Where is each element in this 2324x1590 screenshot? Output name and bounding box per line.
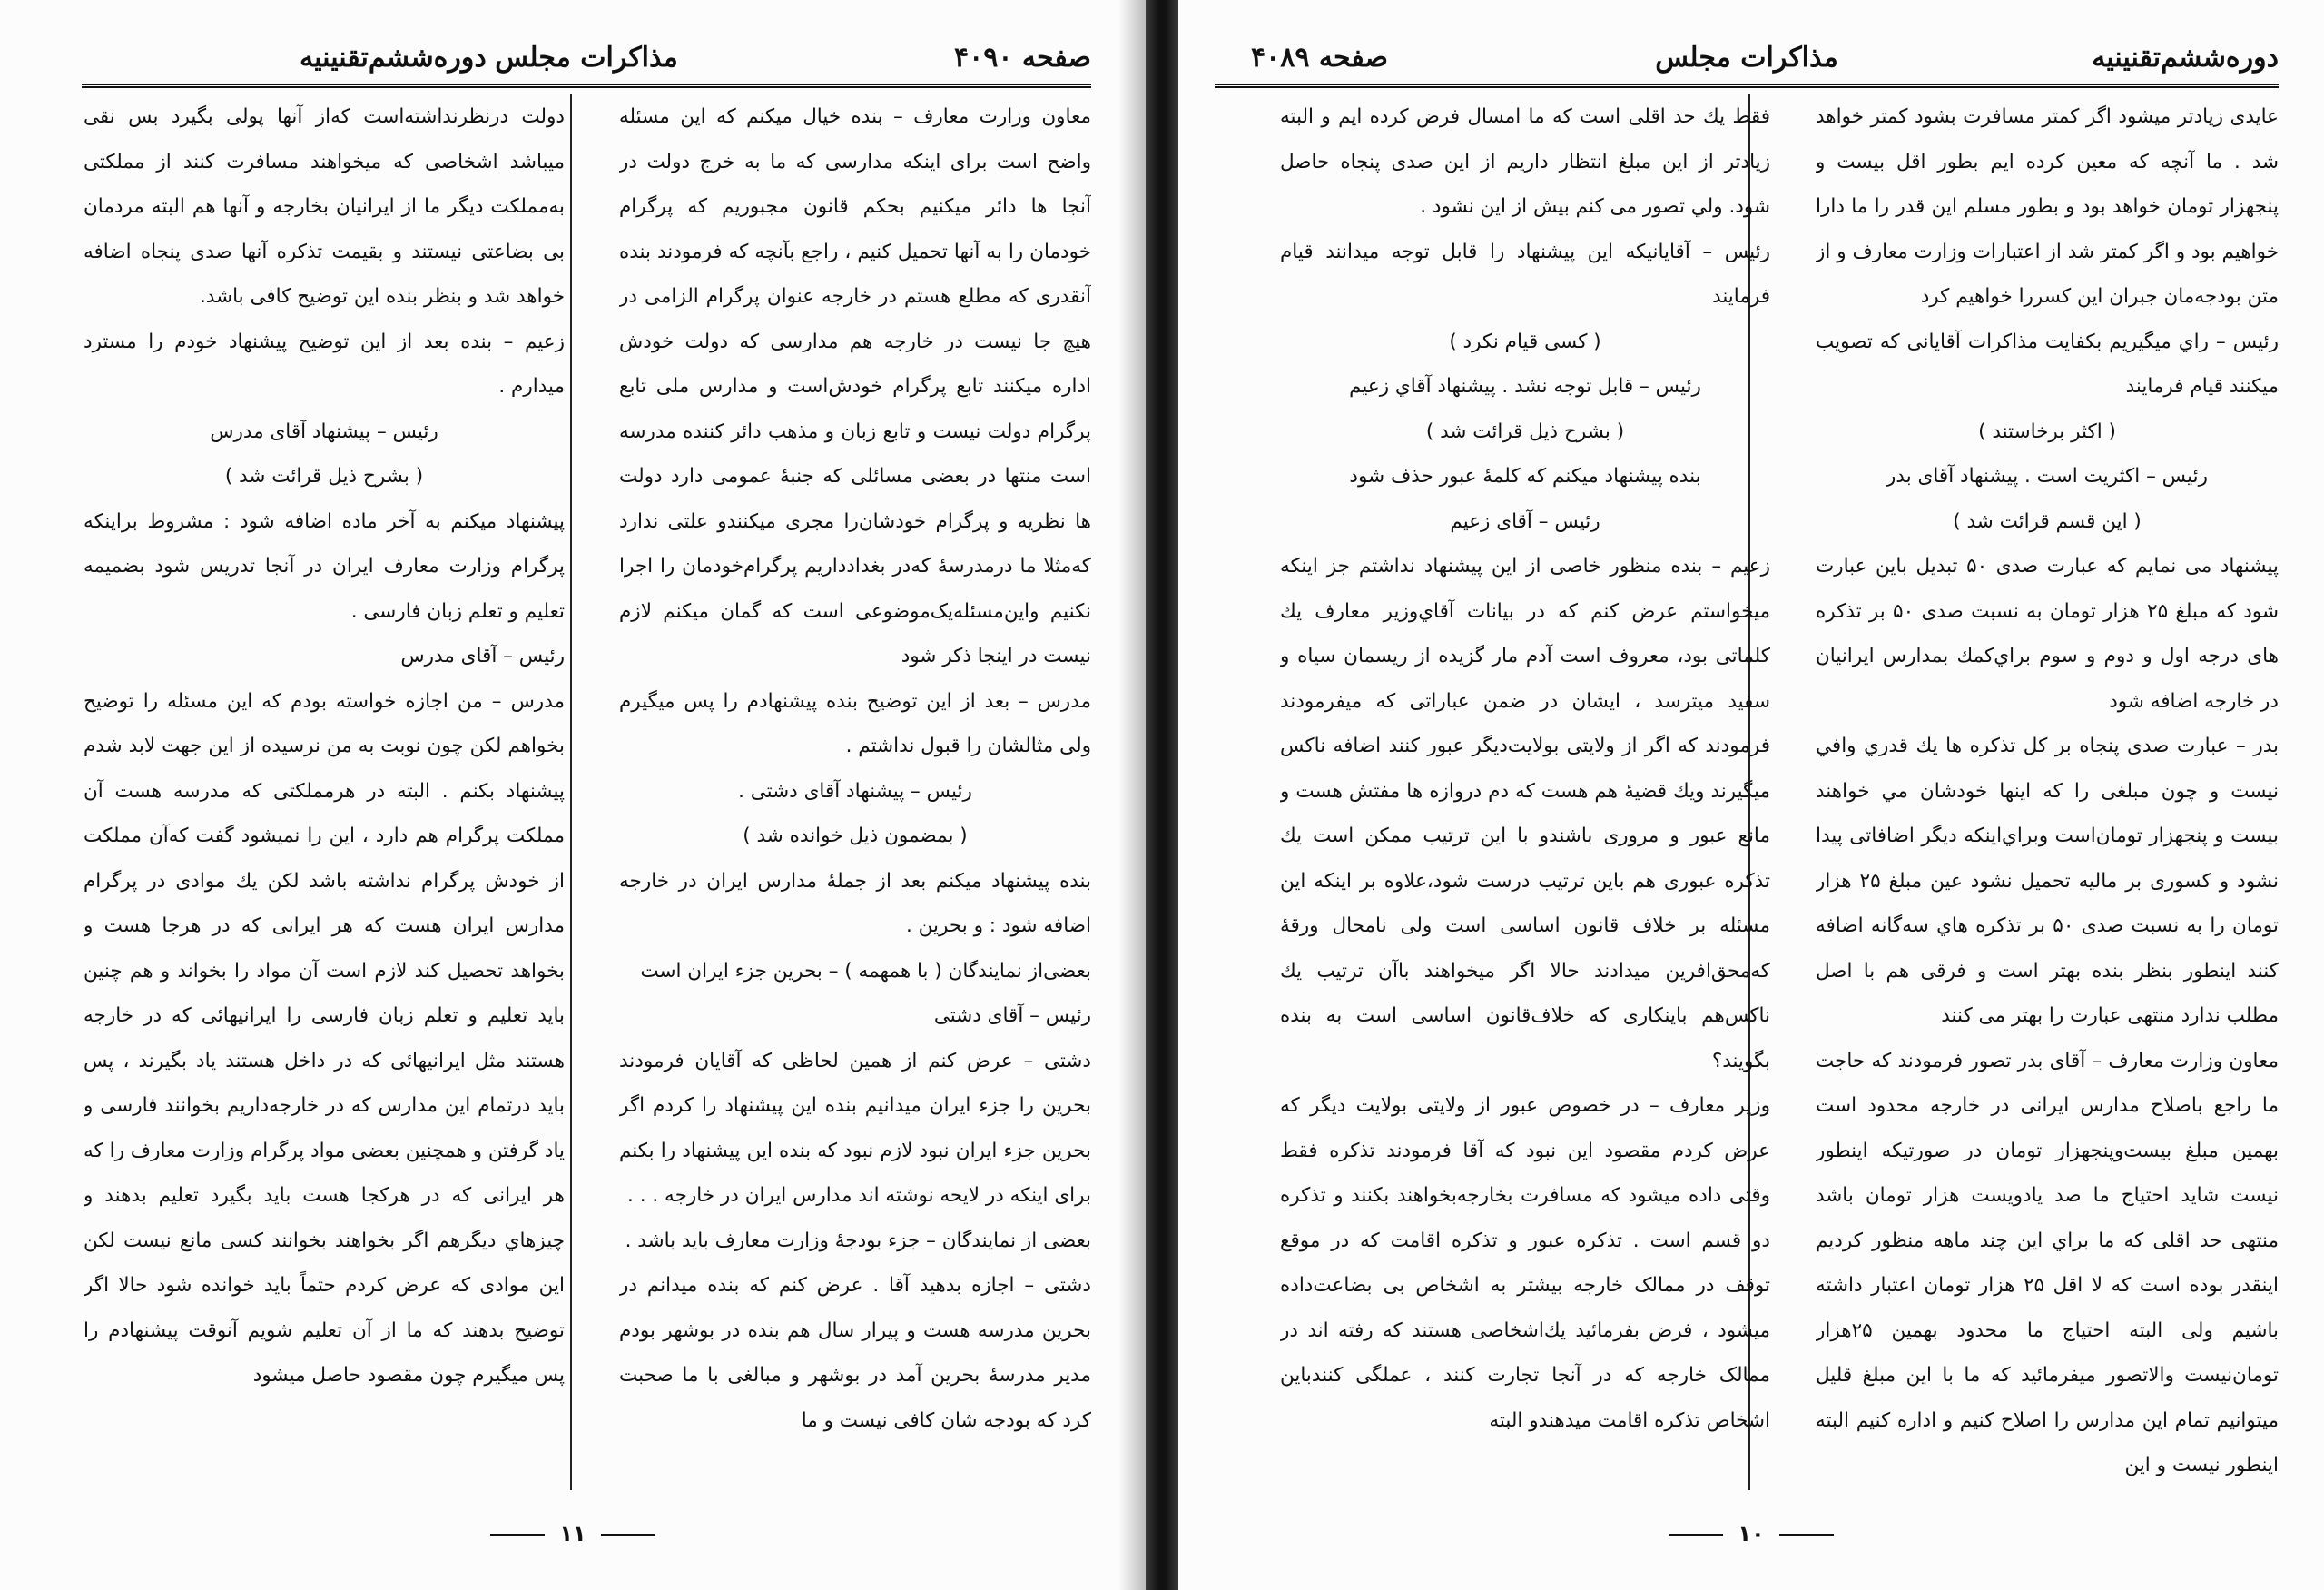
interjection: بعضی‌از نمایندگان ( با همهمه ) – بحرین جزء ایران است bbox=[640, 959, 1091, 983]
paragraph: مدرس – بعد از این توضیح بنده پیشنهادم را پس میگیرم ولی مثالشان را قبول نداشتم . bbox=[619, 689, 1091, 757]
reading-note: ( بشرح ذیل قرائت شد ) bbox=[1425, 420, 1625, 443]
text-column-right bbox=[1816, 94, 2279, 1490]
proposal-text: بنده پیشنهاد میکنم که کلمهٔ عبور حذف شود bbox=[1349, 465, 1701, 488]
proposal-text: پیشنهاد میکنم به آخر ماده اضافه شود : مشروط براینکه پرگرام وزارت معارف ایران در آنجا تدریس شود بضمیمه تعلیم و تعلم زبان فارسی . bbox=[84, 509, 565, 623]
reading-note: ( بشرح ذیل قرائت شد ) bbox=[224, 465, 424, 488]
left-page bbox=[0, 0, 1146, 1590]
paragraph: دشتی – عرض کنم از همین لحاظی که آقایان فرمودند بحرین را جزء ایران میدانیم بنده این پیشنهاد را کردم اگر بحرین جزء ایران نبود لازم نبود که بنده این پیشنهاد را بکنم برای اینکه در لایحه نوشته اند مدارس ایران در خارجه . . . bbox=[619, 1049, 1091, 1207]
page-footer bbox=[0, 1521, 1146, 1546]
speaker-line: رئیس – آقای زعیم bbox=[1450, 509, 1600, 533]
session-label: دوره‌ششم‌تقنینیه bbox=[2092, 41, 2279, 74]
paragraph: وزیر معارف – در خصوص عبور از ولایتی بولایت دیگر که عرض کردم مقصود این نبود که آقا فرمودند تذکره فقط وقتی داده میشود که مسافرت بخارجه‌بخواهند بکنند و تذکره دو قسم است . تذکره عبور و تذکره اقامت که در موقع توقف در ممالک خارجه بیشتر به اشخاص بی بضاعت‌داده میشود ، فرض بفرمائید یك‌اشخاصی هستند که رفته اند در ممالک خارجه که در آنجا تجارت کنند ، عملگی کنند‌باین اشخاص تذکره اقامت میدهند‌و البته bbox=[1280, 1094, 1770, 1432]
page-number: صفحه ۴۰۸۹ bbox=[1251, 41, 1388, 74]
proposal-text: بنده پیشنهاد میکنم بعد از جملهٔ مدارس ایران در خارجه اضافه شود : و بحرین . bbox=[619, 869, 1091, 937]
paragraph: دشتی – اجازه بدهید آقا . عرض کنم که بنده میدانم در بحرین مدرسه هست و پیرار سال هم بنده در بوشهر بودم مدیر مدرسهٔ بحرین آمد در بوشهر و مبالغی با ما صحبت کرد که بودجه شان کافی نیست و ما bbox=[619, 1274, 1091, 1432]
page-number: صفحه ۴۰۹۰ bbox=[954, 41, 1091, 74]
paragraph: بدر – عبارت صدی پنجاه بر کل تذکره ها یك قدري وافي نیست و چون مبلغی را که اینها خودشان مي خواهند بیست و پنجهزار تومان‌است و‌براي‌اینکه دیگر اضافاتی پیدا نشود و کسوری بر مالیه تحمیل نشود‌ عین مبلغ ۲۵ هزار تومان را به نسبت صدی ۵۰ بر تذکره هاي سه‌گانه اضافه کنند اینطور بنظر بنده بهتر است و فرقی هم با اصل مطلب ندارد منتهی عبارت را بهتر می کنند bbox=[1816, 735, 2279, 1027]
speaker-line: رئیس – آقای دشتی bbox=[933, 1004, 1091, 1027]
column-divider bbox=[570, 94, 572, 1490]
reading-note: ( کسی قیام نکرد ) bbox=[1449, 330, 1601, 353]
paragraph: فقط یك حد اقلی است که ما امسال فرض کرده ایم و البته زیادتر از این مبلغ انتظار داریم از این صدی پنجاه حاصل شود. ولي تصور می کنم بیش از این نشود . bbox=[1280, 105, 1770, 218]
proposal-text: پیشنهاد می نمایم که عبارت صدی ۵۰ تبدیل باین عبارت شود که مبلغ ۲۵ هزار تومان به نسبت صدی ۵۰ بر تذکره های درجه اول و دوم و سوم براي‌کمك بمدارس ایرانیان در خارجه اضافه شود bbox=[1816, 555, 2279, 713]
footer-page-number: ۱۱ bbox=[559, 1521, 586, 1546]
speaker-line: رئیس – پیشنهاد آقای دشتی . bbox=[738, 779, 972, 803]
text-column-right bbox=[619, 94, 1091, 1490]
journal-title: مذاکرات مجلس bbox=[495, 41, 678, 74]
paragraph: معاون وزارت معارف – بنده خیال میکنم که این مسئله واضح است برای اینکه مدارسی که ما به خرج دولت در آنجا ها دائر میکنیم بحکم قانون مجبوریم که پرگرام خودمان را به آنها تحمیل کنیم ، راجع بآنچه که فرمودند بنده آنقدری که مطلع هستم در خارجه عنوان پرگرام الزامی در هیچ جا نیست در خارجه هم مدارسی که دولت خودش اداره میکنند تابع پرگرام خودش‌است و مدارس ملی تابع پرگرام دولت نیست و تابع زبان و مذهب دائر کننده مدرسه است منتها در بعضی مسائلی که جنبهٔ عمومی دارد دولت ها نظریه و پرگرام خودشان‌را مجری میکنند‌و علتی ندارد که‌مثلا ما در‌مدرسهٔ که‌در بغداد‌داریم پرگرام‌خودمان را اجرا نکنیم و‌این‌مسئله‌یک‌موضوعی است که گمان میکنم لازم نیست در اینجا ذکر شود bbox=[619, 105, 1091, 667]
text-column-left bbox=[1280, 94, 1770, 1490]
page-footer bbox=[1178, 1521, 2324, 1546]
right-page bbox=[1178, 0, 2324, 1590]
gutter-shadow bbox=[1118, 0, 1146, 1590]
footer-page-number: ۱۰ bbox=[1738, 1521, 1765, 1546]
page-header bbox=[82, 36, 1091, 78]
speaker-line: رئیس – اکثریت است . پیشنهاد آقای بدر bbox=[1886, 465, 2208, 488]
paragraph: عایدی زیادتر میشود اگر کمتر مسافرت بشود کمتر خواهد شد . ما آنچه که معین کرده ایم بطور اقل بیست و پنجهزار تومان خواهد بود و بطور مسلم این قدر را ما دارا خواهیم بود و اگر کمتر شد از اعتبارات وزارت معارف و از متن بودجه‌مان جبران این کسررا خواهیم کرد bbox=[1816, 105, 2279, 308]
header-rule bbox=[1215, 84, 2279, 88]
book-gutter bbox=[1146, 0, 1178, 1590]
text-column-left bbox=[84, 94, 565, 1490]
paragraph: معاون وزارت معارف – آقای بدر تصور فرمودند که حاجت ما راجع باصلاح مدارس ایرانی در خارجه محدود است بهمین مبلغ بیست‌و‌پنجهزار تومان در صورتیکه اینطور نیست شاید احتیاج ما صد یادویست هزار تومان باشد منتهی حد اقلی که ما براي این چند ماهه منظور کردیم اینقدر بوده است که لا اقل ۲۵ هزار تومان اعتبار داشته باشیم ولی البته احتیاج ما محدود بهمین ۲۵هزار تومان‌نیست والاتصور میفرمائید که ما با این مبلغ قلیل میتوانیم تمام این مدارس را اصلاح کنیم و اداره کنیم البته اینطور نیست و این bbox=[1816, 1049, 2279, 1476]
reading-note: ( اکثر برخاستند ) bbox=[1978, 420, 2116, 443]
paragraph: زعیم – بنده بعد از این توضیح پیشنهاد خودم را مسترد میدارم . bbox=[84, 330, 565, 398]
page-header bbox=[1215, 36, 2279, 78]
speaker-line: رئیس – آقایانیکه این پیشنهاد را قابل توجه میدانند قیام فرمایند bbox=[1280, 240, 1770, 308]
reading-note: ( بمضمون ذیل خوانده شد ) bbox=[743, 825, 968, 847]
paragraph: مدرس – من اجازه خواسته بودم که این مسئله را توضیح بخواهم لکن چون نوبت به من نرسیده از این جهت لابد شدم پیشنهاد بکنم . البته در هرمملکتی که مدرسه هست آن مملکت پرگرام هم دارد ، این را نمیشود گفت که‌آن مملکت از خودش پرگرام نداشته باشد لکن یك موادی در پرگرام مدارس ایران هست که هر ایرانی که در هرجا هست و بخواهد تحصیل کند لازم است آن مواد را بخواند و هم چنین باید تعلیم و تعلم زبان فارسی را ایرانیهائی که در خارجه هستند مثل ایرانیهائی که در داخل هستند یاد بگیرند ، پس باید در‌تمام این مدارس که در خارجه‌داریم بخوانند فارسی و یاد گرفتن و همچنین بعضی مواد پرگرام وزارت معارف را که هر ایرانی که در هرکجا هست باید بگیرد تعلیم بدهند و چیزهاي دیگرهم اگر بخواهند بخوانند کسی مانع نیست لکن این موادی که عرض کردم حتماً باید خوانده شود حالا اگر توضیح بدهند که ما از آن تعلیم شویم آنوقت پیشنهادم را پس میگیرم چون مقصود حاصل میشود bbox=[84, 689, 565, 1387]
reading-note: ( این قسم قرائت شد ) bbox=[1953, 509, 2142, 533]
journal-title: مذاکرات مجلس bbox=[1655, 41, 1838, 74]
speaker-line: رئیس – آقای مدرس bbox=[400, 645, 565, 667]
paragraph: زعیم – بنده منظور خاصی از این پیشنهاد نداشتم جز اینکه میخواستم عرض کنم که در بیانات آقاي‌وزیر معارف یك کلماتی بود، معروف است آدم مار گزیده از ریسمان سیاه و سفید میترسد ، ایشان در ضمن عباراتی که میفرمودند فرمودند که اگر از ولایتی بولایت‌دیگر عبور کنند اضافه ناکس میگیرند ویك قضیهٔ هم هست که دم دروازه ها مفتش هست و مانع عبور و مروری باشند‌و با این ترتیب ممکن است یك تذکره عبوری هم باین ترتیب درست شود‌،علاوه بر اینکه این مسئله بر خلاف قانون اساسی است ولی نامحال ورقهٔ که‌محق‌افرین میدادند حالا اگر میخواهند باآن ترتیب یك ناکس‌هم باینکاری که خلاف‌قانون اساسی است به بنده بگویند؟ bbox=[1280, 555, 1770, 1072]
speaker-line: رئیس – قابل توجه نشد . پیشنهاد آقاي زعیم bbox=[1349, 375, 1701, 398]
session-label: دوره‌ششم‌تقنینیه bbox=[300, 41, 487, 74]
speaker-line: رئیس – پیشنهاد آقای مدرس bbox=[210, 420, 438, 443]
header-rule bbox=[82, 84, 1091, 88]
interjection: بعضی از نمایندگان – جزء بودجهٔ وزارت معارف باید باشد . bbox=[625, 1229, 1091, 1252]
paragraph: دولت در‌نظر‌نداشته‌است که‌از آنها پولی بگیرد‌ بس ‌نقی میباشد اشخاصی که میخواهند مسافرت کنند از مملکتی به‌مملکت دیگر ما از ایرانیان بخارجه و آنها هم البته مردمان بی بضاعتی نیستند و بقیمت تذکره آنها صدی پنجاه اضافه خواهد شد و بنظر بنده این توضیح کافی باشد. bbox=[84, 105, 565, 308]
speaker-line: رئیس – راي میگیریم بکفایت مذاکرات آقایانی که تصویب میکنند قیام فرمایند bbox=[1816, 330, 2279, 398]
